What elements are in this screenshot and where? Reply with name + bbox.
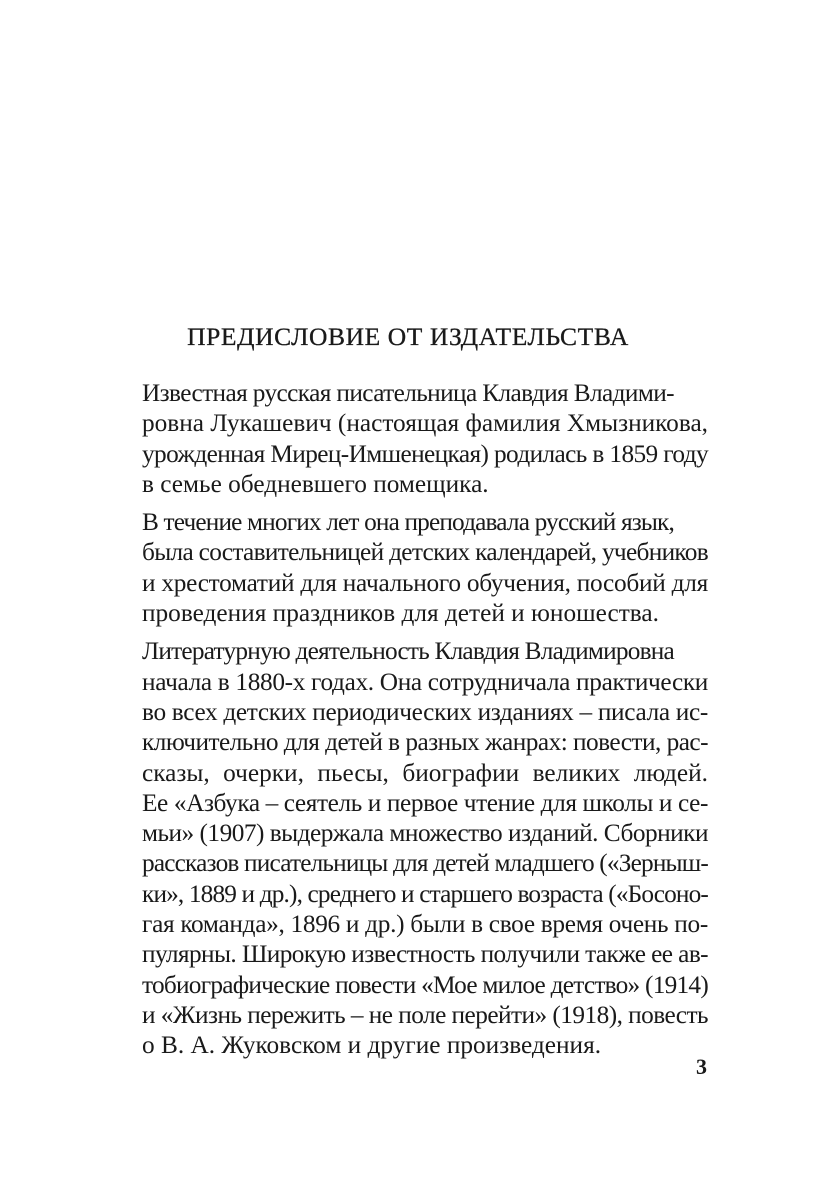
text-line: была составительницей детских календарей, учебников xyxy=(142,538,708,567)
text-line: проведения праздников для детей и юношества. xyxy=(142,599,659,628)
text-line: Литературную деятельность Клавдия Владимировна xyxy=(142,637,674,666)
text-line: тобиографические повести «Мое милое детство» (1914) xyxy=(142,970,708,999)
text-line: ки», 1889 и др.), среднего и старшего возраста («Босоно- xyxy=(142,879,708,908)
text-line: пулярны. Широкую известность получили также ее ав- xyxy=(142,940,708,969)
paragraph xyxy=(108,636,708,1060)
body-text xyxy=(108,378,708,1069)
paragraph xyxy=(108,507,708,628)
text-line: в семье обедневшего помещика. xyxy=(142,469,489,498)
text-line: о В. А. Жуковском и другие произведения. xyxy=(142,1031,602,1060)
text-line: В течение многих лет она преподавала русский язык, xyxy=(142,508,674,537)
text-line: гая команда», 1896 и др.) были в свое время очень по- xyxy=(142,910,708,939)
text-line: ключительно для детей в разных жанрах: повести, рас- xyxy=(142,728,708,757)
text-line: и «Жизнь пережить – не поле перейти» (1918), повесть xyxy=(142,1000,708,1029)
text-line: ровна Лукашевич (настоящая фамилия Хмызникова, xyxy=(142,409,708,438)
text-line: Ее «Азбука – сеятель и первое чтение для школы и се- xyxy=(142,788,708,817)
text-line: мьи» (1907) выдержала множество изданий. Сборники xyxy=(142,819,708,848)
paragraph xyxy=(108,378,708,499)
text-line: рассказов писательницы для детей младшего («Зерныш- xyxy=(142,849,708,878)
text-line: и хрестоматий для начального обучения, пособий для xyxy=(142,568,708,597)
page-number: 3 xyxy=(696,1054,707,1079)
text-line: сказы, очерки, пьесы, биографии великих людей. xyxy=(142,758,708,787)
text-line: Известная русская писательница Клавдия Владими- xyxy=(142,379,674,407)
text-line: начала в 1880-х годах. Она сотрудничала практически xyxy=(142,667,708,696)
text-line: урожденная Мирец-Имшенецкая) родилась в 1859 году xyxy=(142,439,708,468)
text-line: во всех детских периодических изданиях – писала ис- xyxy=(142,697,708,726)
page-title: ПРЕДИСЛОВИЕ ОТ ИЗДАТЕЛЬСТВА xyxy=(187,322,629,351)
